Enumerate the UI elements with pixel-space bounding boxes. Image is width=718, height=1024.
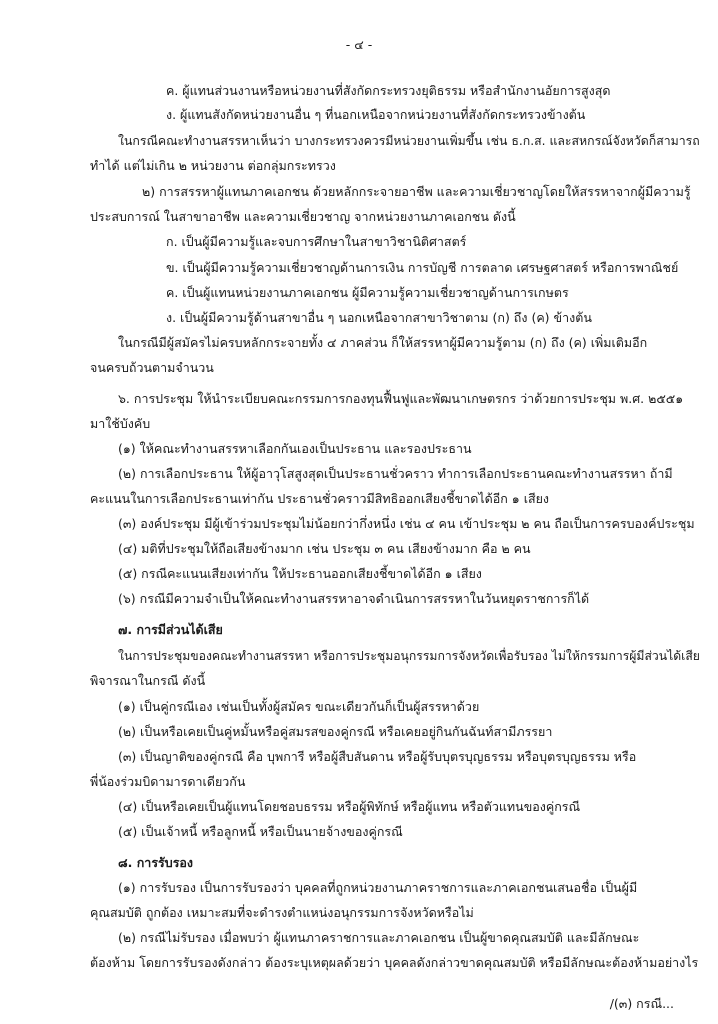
section-6-heading: ๖. การประชุม ให้นำระเบียบคณะกรรมการกองทุนฟื้นฟูและพัฒนาเกษตรกร ว่าด้วยการประชุม พ.ศ. ๒๕๕๑ <box>118 391 684 406</box>
body-line: ก. เป็นผู้มีความรู้และจบการศึกษาในสาขาวิชานิติศาสตร์ <box>166 234 467 249</box>
list-item: (๒) เป็นหรือเคยเป็นคู่หมั้นหรือคู่สมรสของคู่กรณี หรือเคยอยู่กินกันฉันท์สามีภรรยา <box>118 724 553 739</box>
body-line: คะแนนในการเลือกประธานเท่ากัน ประธานชั่วคราวมีสิทธิออกเสียงชี้ขาดได้อีก ๑ เสียง <box>90 491 550 506</box>
body-line: ทำได้ แต่ไม่เกิน ๒ หน่วยงาน ต่อกลุ่มกระทรวง <box>90 158 336 173</box>
list-item: (๕) เป็นเจ้าหนี้ หรือลูกหนี้ หรือเป็นนายจ้างของคู่กรณี <box>118 824 403 839</box>
list-item: (๖) กรณีมีความจำเป็นให้คณะทำงานสรรหาอาจดำเนินการสรรหาในวันหยุดราชการก็ได้ <box>118 591 590 606</box>
body-line: จนครบถ้วนตามจำนวน <box>90 360 214 375</box>
list-item: (๓) องค์ประชุม มีผู้เข้าร่วมประชุมไม่น้อยกว่ากึ่งหนึ่ง เช่น ๔ คน เข้าประชุม ๒ คน ถือเป็นการครบองค์ประชุม <box>118 516 695 531</box>
body-line: มาใช้บังคับ <box>90 416 151 431</box>
body-line: ในกรณีมีผู้สมัครไม่ครบหลักกระจายทั้ง ๔ ภาคส่วน ก็ให้สรรหาผู้มีความรู้ตาม (ก) ถึง (ค) เพิ่มเติมอีก <box>118 335 648 350</box>
body-line: พี่น้องร่วมบิดามารดาเดียวกัน <box>90 774 246 789</box>
list-item: (๑) การรับรอง เป็นการรับรองว่า บุคคลที่ถูกหน่วยงานภาคราชการและภาคเอกชนเสนอชื่อ เป็นผู้มี <box>118 880 638 895</box>
body-line: คุณสมบัติ ถูกต้อง เหมาะสมที่จะดำรงตำแหน่งอนุกรรมการจังหวัดหรือไม่ <box>90 905 474 920</box>
page-number: - ๔ - <box>345 37 373 52</box>
list-item: (๔) มติที่ประชุมให้ถือเสียงข้างมาก เช่น ประชุม ๓ คน เสียงข้างมาก คือ ๒ คน <box>118 541 531 556</box>
section-8-heading: ๘. การรับรอง <box>118 855 194 870</box>
body-line: ๒) การสรรหาผู้แทนภาคเอกชน ด้วยหลักกระจายอาชีพ และความเชี่ยวชาญโดยให้สรรหาจากผู้มีความรู้ <box>142 184 691 199</box>
body-line: ง. เป็นผู้มีความรู้ด้านสาขาอื่น ๆ นอกเหนือจากสาขาวิชาตาม (ก) ถึง (ค) ข้างต้น <box>166 310 592 325</box>
body-line: พิจารณาในกรณี ดังนี้ <box>90 673 206 688</box>
section-7-heading: ๗. การมีส่วนได้เสีย <box>118 622 223 637</box>
body-line: ประสบการณ์ ในสาขาอาชีพ และความเชี่ยวชาญ จากหน่วยงานภาคเอกชน ดังนี้ <box>90 209 516 224</box>
body-line: ค. ผู้แทนส่วนงานหรือหน่วยงานที่สังกัดกระทรวงยุติธรรม หรือสำนักงานอัยการสูงสุด <box>166 83 611 98</box>
body-line: ค. เป็นผู้แทนหน่วยงานภาคเอกชน ผู้มีความรู้ความเชี่ยวชาญด้านการเกษตร <box>166 285 569 300</box>
list-item: (๑) ให้คณะทำงานสรรหาเลือกกันเองเป็นประธาน และรองประธาน <box>118 441 472 456</box>
list-item: (๓) เป็นญาติของคู่กรณี คือ บุพการี หรือผู้สืบสันดาน หรือผู้รับบุตรบุญธรรม หรือบุตรบุญธรรม หรือ <box>118 749 637 764</box>
list-item: (๑) เป็นคู่กรณีเอง เช่นเป็นทั้งผู้สมัคร ขณะเดียวกันก็เป็นผู้สรรหาด้วย <box>118 699 480 714</box>
body-line: ในกรณีคณะทำงานสรรหาเห็นว่า บางกระทรวงควรมีหน่วยงานเพิ่มขึ้น เช่น ธ.ก.ส. และสหกรณ์จังหวัดก็สามารถ <box>118 134 700 148</box>
list-item: (๔) เป็นหรือเคยเป็นผู้แทนโดยชอบธรรม หรือผู้พิทักษ์ หรือผู้แทน หรือตัวแทนของคู่กรณี <box>118 799 581 814</box>
body-line: ในการประชุมของคณะทำงานสรรหา หรือการประชุมอนุกรรมการจังหวัดเพื่อรับรอง ไม่ให้กรรมการผู้มีส่วนได้เสีย <box>118 649 700 663</box>
list-item: (๕) กรณีคะแนนเสียงเท่ากัน ให้ประธานออกเสียงชี้ขาดได้อีก ๑ เสียง <box>118 566 482 581</box>
list-item: (๒) กรณีไม่รับรอง เมื่อพบว่า ผู้แทนภาคราชการและภาคเอกชน เป็นผู้ขาดคุณสมบัติ และมีลักษณะ <box>118 930 640 945</box>
body-line: ง. ผู้แทนสังกัดหน่วยงานอื่น ๆ ที่นอกเหนือจากหน่วยงานที่สังกัดกระทรวงข้างต้น <box>166 107 586 122</box>
body-line: ต้องห้าม โดยการรับรองดังกล่าว ต้องระบุเหตุผลด้วยว่า บุคคลดังกล่าวขาดคุณสมบัติ หรือมีลักษณะต้องห้ามอย่างไร <box>90 955 699 970</box>
body-line: ข. เป็นผู้มีความรู้ความเชี่ยวชาญด้านการเงิน การบัญชี การตลาด เศรษฐศาสตร์ หรือการพาณิชย์ <box>166 260 679 275</box>
list-item: (๒) การเลือกประธาน ให้ผู้อาวุโสสูงสุดเป็นประธานชั่วคราว ทำการเลือกประธานคณะทำงานสรรหา ถ้ามี <box>118 466 673 481</box>
continuation-note: /(๓) กรณี... <box>609 996 674 1011</box>
